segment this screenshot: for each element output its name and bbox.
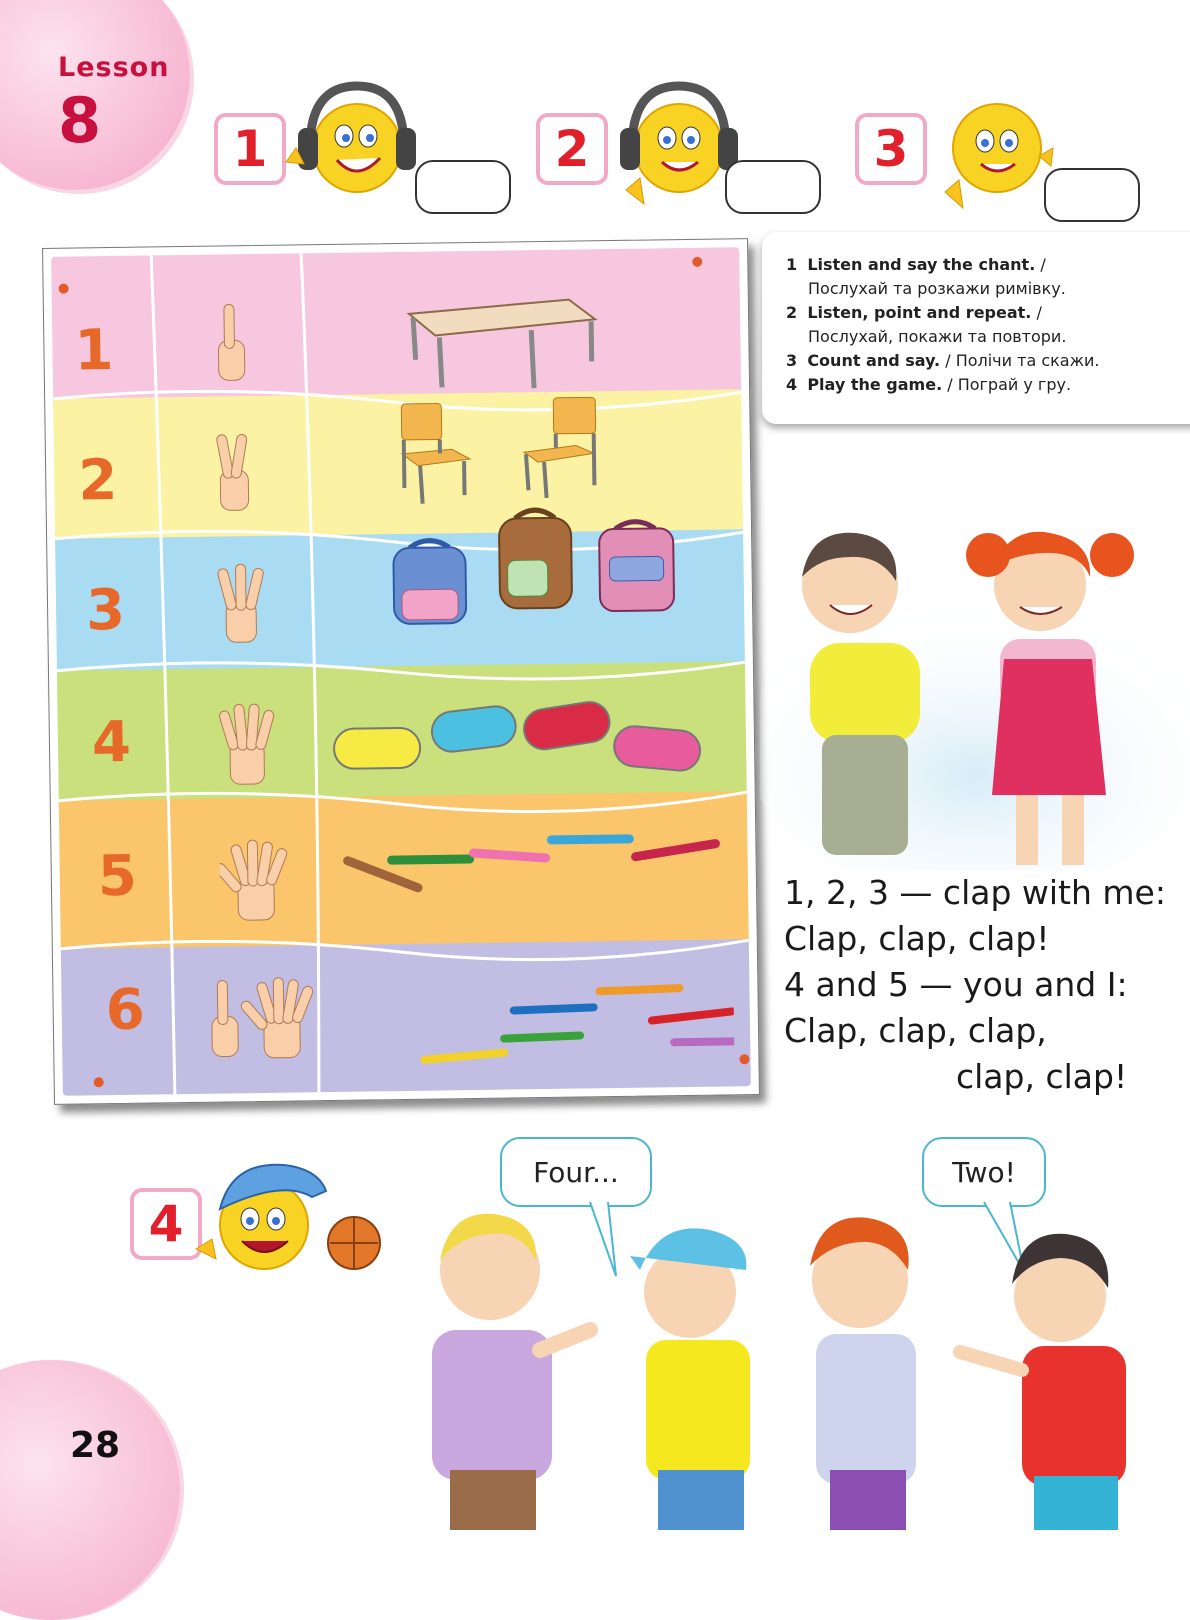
chant-text bbox=[784, 870, 1166, 1100]
task-number-3: 3 bbox=[855, 113, 927, 185]
empty-speech-bubble bbox=[1044, 168, 1140, 222]
pen-icon bbox=[339, 825, 730, 900]
instructions-card bbox=[762, 232, 1190, 424]
empty-speech-bubble bbox=[415, 160, 511, 214]
chant-line-5: clap, clap! bbox=[784, 1054, 1166, 1100]
smiley-cap-ball-icon bbox=[192, 1155, 387, 1275]
row-number-2: 2 bbox=[78, 448, 118, 514]
task-number-1: 1 bbox=[214, 113, 286, 185]
empty-speech-bubble bbox=[725, 160, 821, 214]
speech-bubble-two: Two! bbox=[922, 1137, 1046, 1207]
hand-three-icon bbox=[211, 562, 272, 647]
task-number-4: 4 bbox=[130, 1188, 202, 1260]
instruction-3: 3 Count and say. / Полічи та скажи. bbox=[786, 349, 1100, 373]
hand-six-icon bbox=[205, 975, 326, 1063]
task-number-2: 2 bbox=[536, 113, 608, 185]
lesson-label: Lesson bbox=[58, 52, 169, 83]
chant-line-2: Clap, clap, clap! bbox=[784, 916, 1166, 962]
instruction-2: 2 Listen, point and repeat. / bbox=[786, 301, 1100, 325]
instruction-1-ua: Послухай та розкажи римівку. bbox=[786, 277, 1100, 301]
chant-line-3: 4 and 5 — you and I: bbox=[784, 962, 1166, 1008]
row-number-1: 1 bbox=[74, 318, 114, 384]
hand-two-icon bbox=[206, 430, 263, 515]
children-playing-illustration bbox=[410, 1200, 1190, 1530]
lesson-number: 8 bbox=[58, 84, 101, 157]
schoolbag-icon bbox=[379, 533, 480, 630]
chant-line-4: Clap, clap, clap, bbox=[784, 1008, 1166, 1054]
chair-icon bbox=[515, 393, 607, 504]
page-number-badge bbox=[0, 1360, 180, 1620]
chant-line-1: 1, 2, 3 — clap with me: bbox=[784, 870, 1166, 916]
smiley-headphones-icon bbox=[282, 78, 432, 198]
counting-poster bbox=[42, 238, 760, 1105]
pencil-case-icon bbox=[331, 698, 702, 783]
hand-five-icon bbox=[219, 837, 296, 924]
row-number-6: 6 bbox=[105, 978, 145, 1044]
hand-four-icon bbox=[215, 702, 280, 789]
clapping-children-illustration bbox=[760, 515, 1190, 870]
instruction-2-ua: Послухай, покажи та повтори. bbox=[786, 325, 1100, 349]
row-number-3: 3 bbox=[86, 578, 126, 644]
instruction-4: 4 Play the game. / Пограй у гру. bbox=[786, 373, 1100, 397]
speech-bubble-four: Four... bbox=[500, 1137, 652, 1207]
schoolbag-icon bbox=[587, 516, 684, 617]
row-number-4: 4 bbox=[92, 710, 132, 776]
colour-pencil-icon bbox=[383, 979, 734, 1074]
instruction-1: 1 Listen and say the chant. / bbox=[786, 253, 1100, 277]
schoolbag-icon bbox=[483, 503, 585, 614]
chair-icon bbox=[393, 399, 475, 510]
page-number: 28 bbox=[70, 1425, 120, 1466]
table-icon bbox=[399, 291, 600, 394]
row-number-5: 5 bbox=[97, 844, 137, 910]
hand-one-icon bbox=[204, 300, 255, 385]
